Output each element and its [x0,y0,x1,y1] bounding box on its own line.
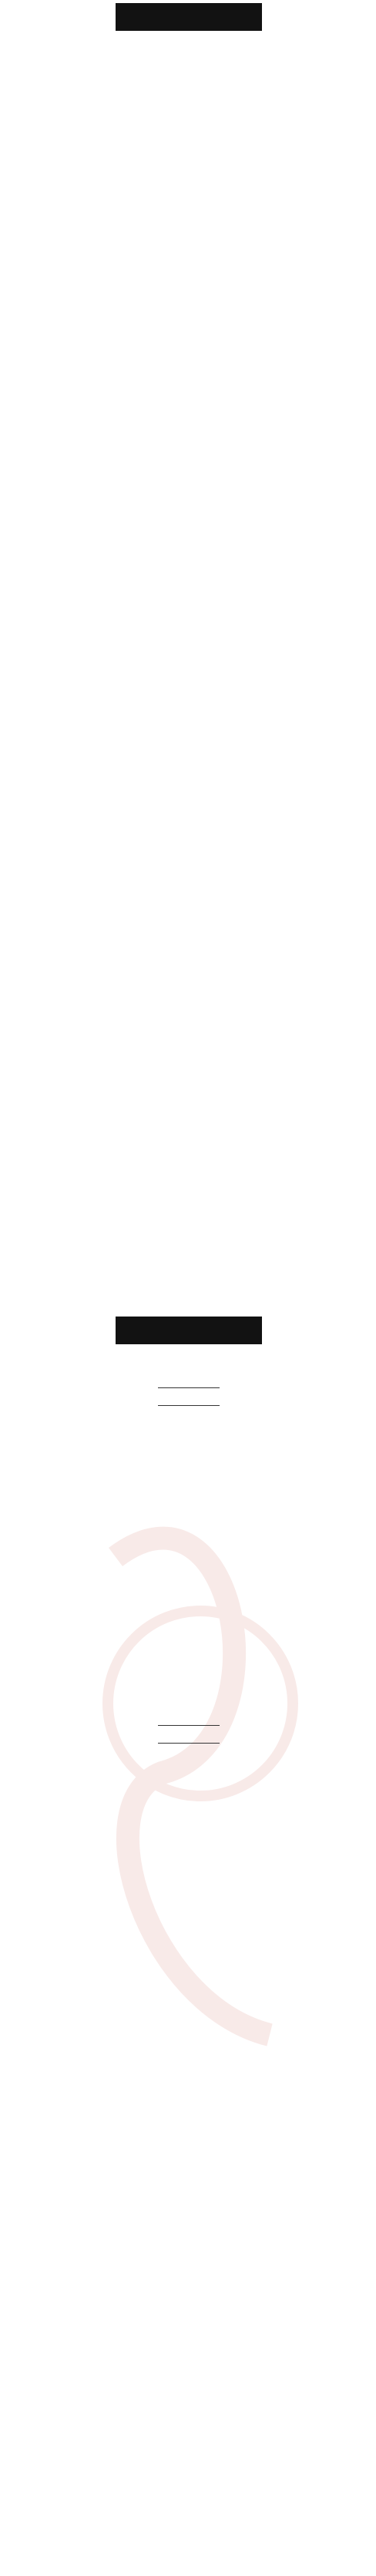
subjective-row [18,2299,358,2318]
subjective-row [18,2104,358,2123]
subjective-row [18,2441,358,2460]
couplet-row [18,1435,358,1455]
subjective-row [18,2477,358,2495]
question-row [18,1199,358,1218]
question-row [18,256,358,274]
subjective-row [18,2122,358,2141]
question-row [18,413,358,432]
question-row [18,177,358,196]
subjective-row [18,2140,358,2158]
subjective-row [18,1945,358,1963]
header-line-1 [18,35,358,52]
question-row [18,649,358,668]
options-row [18,432,358,450]
question-2-row [18,1411,358,1429]
subjective-row [18,1838,358,1857]
options-row [18,117,358,136]
options-row [18,1061,358,1079]
question-row [18,885,358,903]
options-row [18,353,358,372]
part-one-banner [158,1387,220,1406]
subjective-row [18,2264,358,2282]
options-row [18,589,358,607]
couplet-row [18,1629,358,1650]
question-row [18,806,358,825]
header-line-2 [18,54,358,71]
couplet-row [18,1651,358,1671]
subjective-row [18,2033,358,2052]
subjective-row [18,2512,358,2531]
subjective-row [18,1927,358,1945]
subjective-row [18,2282,358,2300]
subjective-row [18,2494,358,2513]
subjective-row [18,1767,358,1786]
couplet-row [18,1608,358,1628]
subjective-row [18,2016,358,2034]
couplet-row [18,1586,358,1606]
subjective-row [18,2388,358,2406]
question-row [18,728,358,746]
question-row [18,570,358,589]
couplet-row [18,1457,358,1477]
subjective-row [18,1874,358,1892]
subjective-row [18,2530,358,2548]
options-row [18,196,358,214]
subjective-row [18,2370,358,2389]
couplet-row [18,1694,358,1714]
subjective-row [18,1750,358,1768]
subjective-row [18,1962,358,1981]
question-row [18,99,358,117]
subjective-row [18,2228,358,2247]
options-row [18,825,358,843]
subjective-row [18,1998,358,2016]
couplet-row [18,1565,358,1585]
subjective-row [18,2246,358,2265]
couplet-row [18,1673,358,1693]
subjective-row [18,2423,358,2442]
subjective-row [18,2317,358,2336]
subjective-row [18,1856,358,1875]
instruction-text [18,74,358,91]
subjective-row [18,2069,358,2087]
subjective-row [18,1803,358,1821]
subjective-row [18,1892,358,1910]
options-row [18,746,358,765]
question-row [18,335,358,353]
subjective-row [18,2459,358,2477]
subjective-row [18,2335,358,2353]
question-row [18,492,358,510]
board-title-bar-2 [116,1317,262,1344]
options-row [18,903,358,922]
question-row [18,1042,358,1061]
part-two-banner [158,1725,220,1744]
subjective-row [18,2193,358,2211]
board-title-bar [116,3,262,31]
subjective-row [18,2157,358,2176]
subjective-row [18,2175,358,2194]
subjective-row [18,2211,358,2229]
options-row [18,274,358,293]
subjective-row [18,1980,358,1999]
options-row [18,668,358,686]
subjective-row [18,2406,358,2424]
subjective-row [18,2352,358,2371]
couplet-row [18,1500,358,1520]
question-row [18,963,358,982]
options-row [18,1218,358,1236]
options-row [18,982,358,1000]
subjective-row [18,1785,358,1804]
options-row [18,510,358,529]
couplet-row [18,1478,358,1498]
couplet-row [18,1522,358,1542]
subjective-row [18,2087,358,2105]
subjective-row [18,1821,358,1839]
header2-line-2 [18,1367,358,1384]
subjective-row [18,2051,358,2070]
options-row [18,1139,358,1158]
question-row [18,1121,358,1139]
couplet-row [18,1543,358,1563]
header2-line-1 [18,1349,358,1366]
subjective-row [18,1909,358,1928]
